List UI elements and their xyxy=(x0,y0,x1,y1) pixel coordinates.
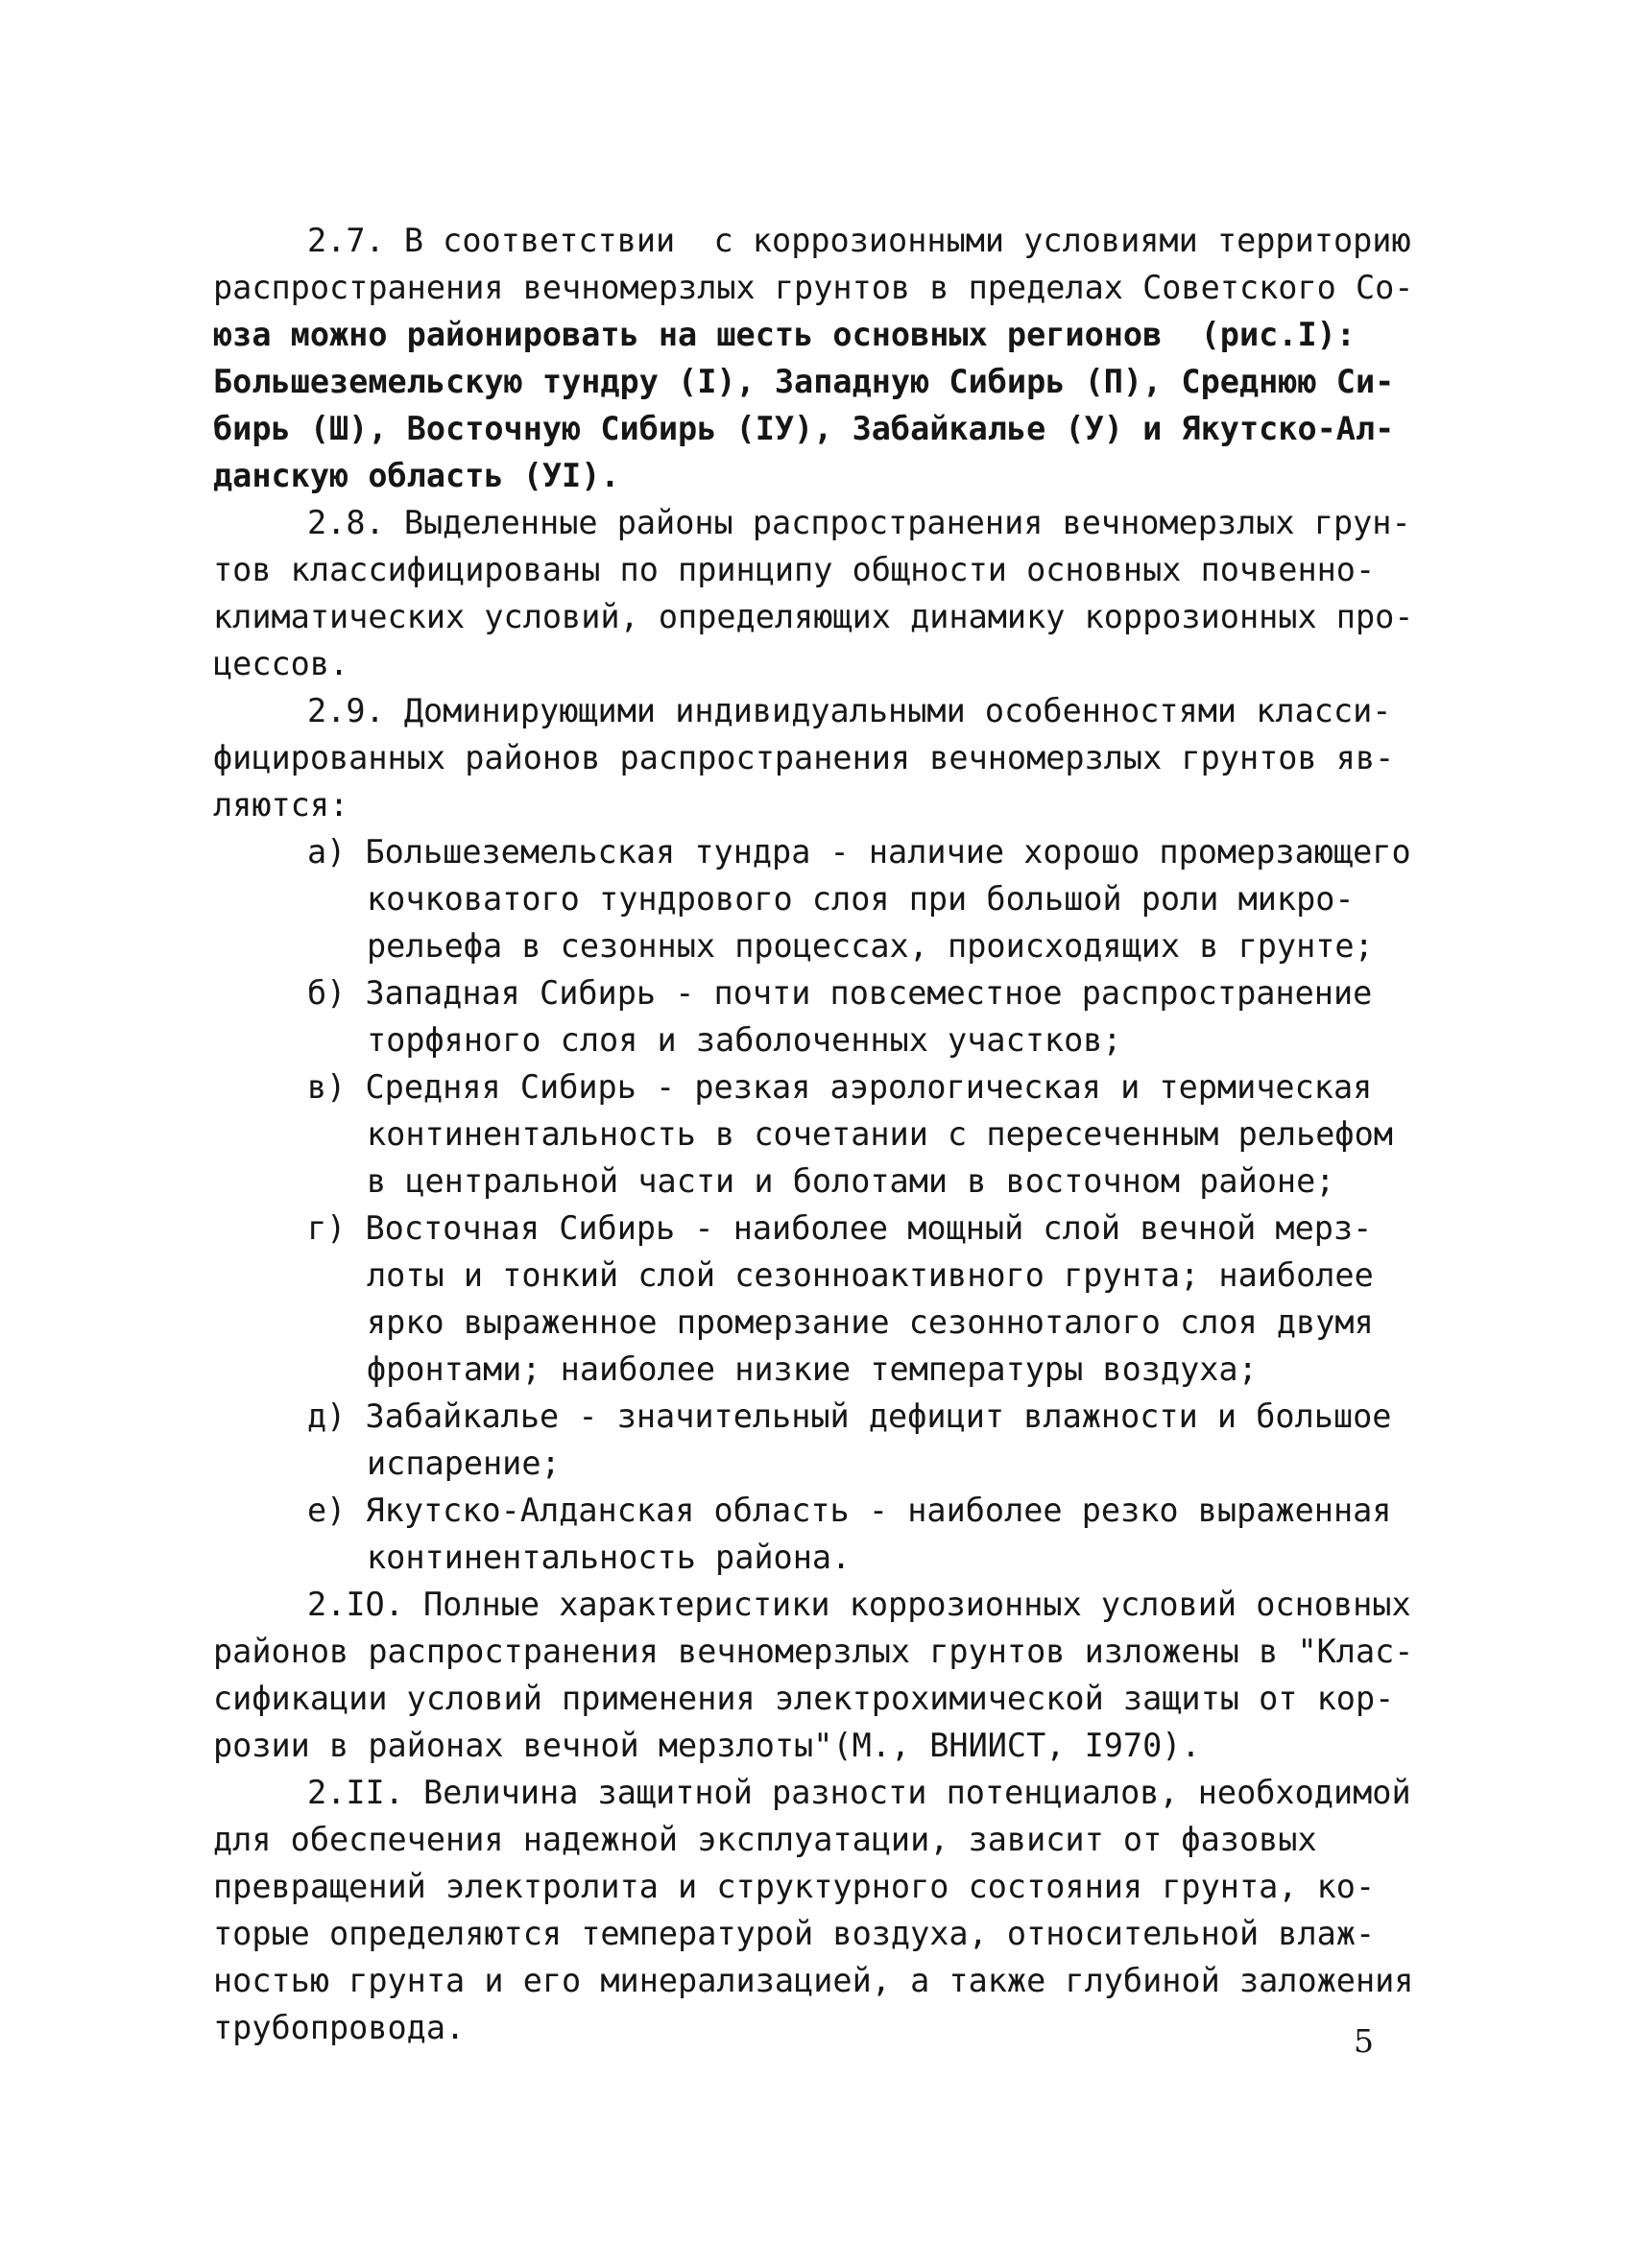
paragraph-2-11-line-4: торые определяются температурой воздуха, относительной влаж- xyxy=(213,1915,1376,1952)
paragraph-2-7-line-1: 2.7. В соответствии с коррозионными условиями территорию xyxy=(307,222,1411,259)
list-item-g-line-4: фронтами; наиболее низкие температуры воздуха; xyxy=(367,1350,1258,1388)
paragraph-2-10-line-3: сификации условий применения электрохимической защиты от кор- xyxy=(213,1680,1395,1717)
list-item-e-line-1: е) Якутско-Алданская область - наиболее резко выраженная xyxy=(307,1492,1392,1529)
list-item-g-line-1: г) Восточная Сибирь - наиболее мощный слой вечной мерз- xyxy=(307,1209,1373,1247)
paragraph-2-7-line-6: данскую область (УI). xyxy=(213,457,620,494)
list-item-v-line-2: континентальность в сочетании с пересеченным рельефом xyxy=(367,1115,1393,1153)
paragraph-2-7-line-4: Большеземельскую тундру (I), Западную Сибирь (П), Среднюю Си- xyxy=(213,363,1395,400)
paragraph-2-8-line-3: климатических условий, определяющих динамику коррозионных про- xyxy=(213,598,1413,635)
list-item-g-line-3: ярко выраженное промерзание сезонноталого слоя двумя xyxy=(367,1303,1374,1341)
paragraph-2-11-line-6: трубопровода. xyxy=(213,2009,466,2046)
paragraph-2-8-line-1: 2.8. Выделенные районы распространения вечномерзлых грун- xyxy=(307,504,1411,541)
paragraph-2-9-line-3: ляются: xyxy=(213,786,349,824)
paragraph-2-10-line-2: районов распространения вечномерзлых грунтов изложены в "Клас- xyxy=(213,1633,1413,1670)
list-item-a-line-3: рельефа в сезонных процессах, происходящих в грунте; xyxy=(367,927,1374,965)
paragraph-2-11-line-2: для обеспечения надежной эксплуатации, зависит от фазовых xyxy=(213,1821,1317,1858)
list-item-d-line-2: испарение; xyxy=(367,1444,561,1482)
paragraph-2-11-line-3: превращений электролита и структурного состояния грунта, ко- xyxy=(213,1868,1376,1905)
list-item-d-line-1: д) Забайкалье - значительный дефицит влажности и большое xyxy=(307,1397,1392,1435)
paragraph-2-10-line-4: розии в районах вечной мерзлоты"(М., ВНИИСТ, I970). xyxy=(213,1727,1201,1764)
list-item-b-line-2: торфяного слоя и заболоченных участков; xyxy=(367,1021,1122,1059)
list-item-b-line-1: б) Западная Сибирь - почти повсеместное распространение xyxy=(307,974,1373,1012)
list-item-g-line-2: лоты и тонкий слой сезонноактивного грунта; наиболее xyxy=(367,1256,1374,1294)
paragraph-2-8-line-2: тов классифицированы по принципу общности основных почвенно- xyxy=(213,551,1376,588)
paragraph-2-8-line-4: цессов. xyxy=(213,645,349,682)
list-item-a-line-2: кочковатого тундрового слоя при большой роли микро- xyxy=(367,880,1355,918)
paragraph-2-7-line-3: юза можно районировать на шесть основных регионов (рис.I): xyxy=(213,316,1356,353)
list-item-a-line-1: а) Большеземельская тундра - наличие хорошо промерзающего xyxy=(307,833,1411,871)
paragraph-2-7-line-5: бирь (Ш), Восточную Сибирь (IУ), Забайкалье (У) и Якутско-Ал- xyxy=(213,410,1395,447)
list-item-e-line-2: континентальность района. xyxy=(367,1539,852,1576)
document-body xyxy=(213,217,1413,2051)
paragraph-2-9-line-1: 2.9. Доминирующими индивидуальными особенностями класси- xyxy=(307,692,1392,729)
paragraph-2-9-line-2: фицированных районов распространения вечномерзлых грунтов яв- xyxy=(213,739,1395,776)
paragraph-2-11-line-1: 2.II. Величина защитной разности потенциалов, необходимой xyxy=(307,1774,1411,1811)
page-number: 5 xyxy=(1354,2022,1374,2060)
paragraph-2-11-line-5: ностью грунта и его минерализацией, а также глубиной заложения xyxy=(213,1962,1413,1999)
paragraph-2-7-line-2: распространения вечномерзлых грунтов в пределах Советского Со- xyxy=(213,269,1413,306)
paragraph-2-10-line-1: 2.IO. Полные характеристики коррозионных условий основных xyxy=(307,1586,1411,1623)
list-item-v-line-1: в) Средняя Сибирь - резкая аэрологическая и термическая xyxy=(307,1068,1373,1106)
list-item-v-line-3: в центральной части и болотами в восточном районе; xyxy=(367,1162,1335,1200)
